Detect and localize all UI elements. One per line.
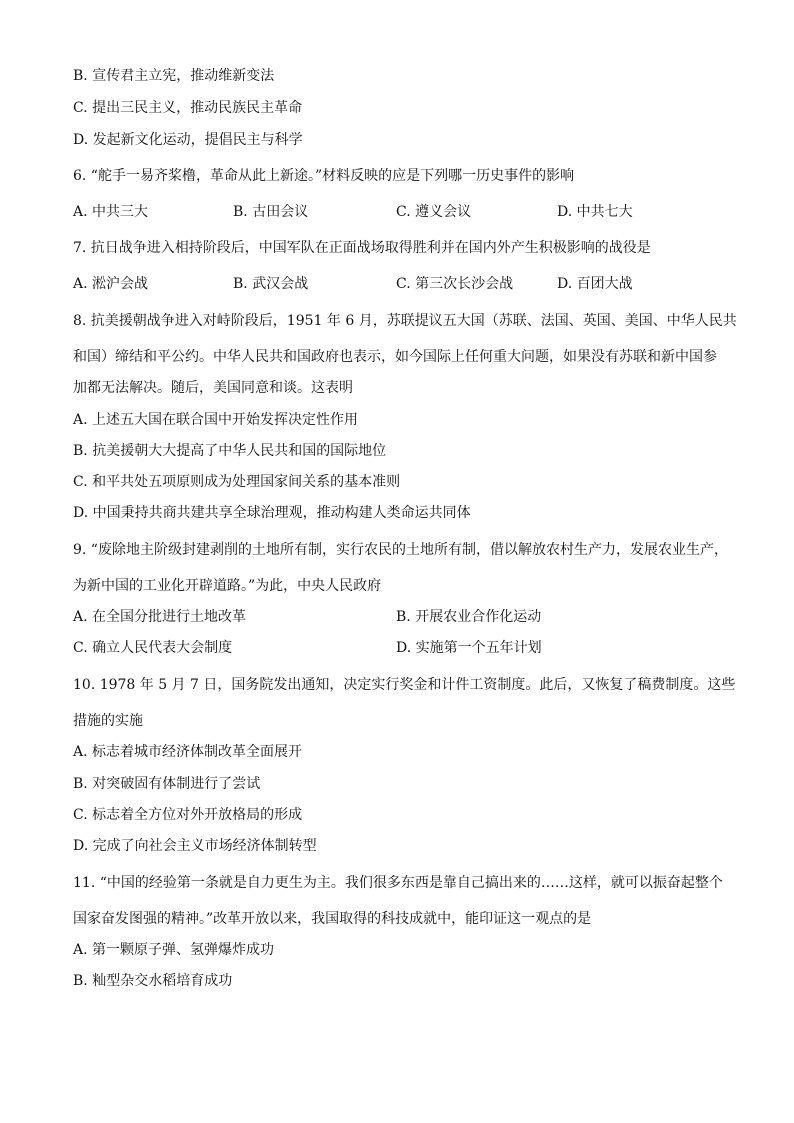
q10-stem-line-1: 10. 1978 年 5 月 7 日，国务院发出通知，决定实行奖金和计件工资制度。此后，又恢复了稿费制度。这些 [73, 677, 736, 693]
q11-option-a: A. 第一颗原子弹、氢弹爆炸成功 [73, 942, 275, 958]
q11-stem-line-1: 11. “中国的经验第一条就是自力更生为主。我们很多东西是靠自己搞出来的……这样，就可以振奋起整个 [73, 875, 723, 891]
q7-stem: 7. 抗日战争进入相持阶段后，中国军队在正面战场取得胜利并在国内外产生积极影响的战役是 [73, 240, 651, 256]
q6-option-b: B. 古田会议 [233, 204, 309, 220]
q10-option-c: C. 标志着全方位对外开放格局的形成 [73, 807, 303, 823]
q8-option-d: D. 中国秉持共商共建共享全球治理观，推动构建人类命运共同体 [73, 505, 471, 521]
q7-option-a: A. 淞沪会战 [73, 276, 149, 292]
q7-option-b: B. 武汉会战 [233, 276, 309, 292]
q8-option-b: B. 抗美援朝大大提高了中华人民共和国的国际地位 [73, 443, 387, 459]
q6-option-a: A. 中共三大 [73, 204, 149, 220]
q11-option-b: B. 籼型杂交水稻培育成功 [73, 973, 233, 989]
q7-option-c: C. 第三次长沙会战 [396, 276, 514, 292]
q10-option-d: D. 完成了向社会主义市场经济体制转型 [73, 838, 317, 854]
q5-option-c: C. 提出三民主义，推动民族民主革命 [73, 100, 303, 116]
q6-option-c: C. 遵义会议 [396, 204, 472, 220]
q8-option-c: C. 和平共处五项原则成为处理国家间关系的基本准则 [73, 474, 401, 490]
q9-option-d: D. 实施第一个五年计划 [396, 640, 542, 656]
q8-stem-line-2: 和国）缔结和平公约。中华人民共和国政府也表示，如今国际上任何重大问题，如果没有苏联和新中国参 [73, 349, 717, 365]
q11-stem-line-2: 国家奋发图强的精神。”改革开放以来，我国取得的科技成就中，能印证这一观点的是 [73, 911, 592, 927]
q9-option-c: C. 确立人民代表大会制度 [73, 640, 233, 656]
q9-stem-line-1: 9. “废除地主阶级封建剥削的土地所有制，实行农民的土地所有制，借以解放农村生产力，发展农业生产， [73, 542, 728, 558]
q9-option-a: A. 在全国分批进行土地改革 [73, 609, 247, 625]
q8-stem-line-1: 8. 抗美援朝战争进入对峙阶段后，1951 年 6 月，苏联提议五大国（苏联、法国、英国、美国、中华人民共 [73, 313, 737, 329]
q7-option-d: D. 百团大战 [557, 276, 633, 292]
q10-option-a: A. 标志着城市经济体制改革全面展开 [73, 744, 303, 760]
q10-option-b: B. 对突破固有体制进行了尝试 [73, 776, 261, 792]
q5-option-d: D. 发起新文化运动，提倡民主与科学 [73, 132, 303, 148]
q6-option-d: D. 中共七大 [557, 204, 633, 220]
q9-option-b: B. 开展农业合作化运动 [396, 609, 542, 625]
q9-stem-line-2: 为新中国的工业化开辟道路。”为此，中央人民政府 [73, 578, 382, 594]
q10-stem-line-2: 措施的实施 [73, 713, 143, 729]
q8-option-a: A. 上述五大国在联合国中开始发挥决定性作用 [73, 412, 359, 428]
q6-stem: 6. “舵手一易齐桨橹，革命从此上新途。”材料反映的应是下列哪一历史事件的影响 [73, 168, 575, 184]
q5-option-b: B. 宣传君主立宪，推动维新变法 [73, 68, 275, 84]
q8-stem-line-3: 加都无法解决。随后，美国同意和谈。这表明 [73, 380, 353, 396]
